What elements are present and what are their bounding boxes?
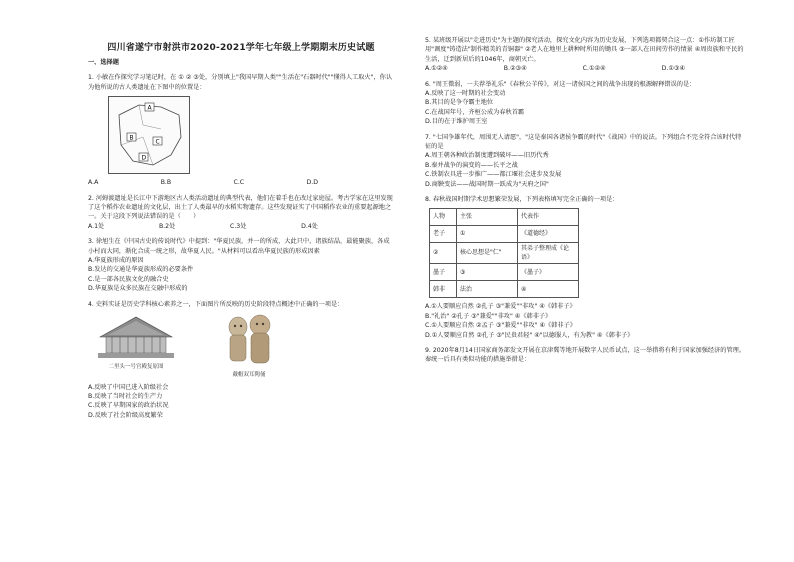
question-7: 7. "七国争雄年代，周围无人请愿"，"这是秦国各诸侯争霸的时代"《战国》中的说法。下列组合不完全符合该时代特征的是	[425, 133, 742, 151]
question-1: 1. 小敏在作探究学习笔记时，在 ① ② ③处，分别填上"我国早期人类""生活在"石器时代""懂得人工取火"，你认为他所说的古人类遗址在下图中的位置是：	[88, 74, 393, 91]
map-label-a: A	[147, 104, 152, 112]
option-d[interactable]: D.D	[306, 179, 318, 187]
question-6: 6. "周王微弱，一夫荐举礼乐"《春秋公羊传》，对这一诸侯国之间的战争出现的根源解释错误的是：	[425, 80, 696, 88]
q5-options	[425, 64, 685, 73]
option-a[interactable]: A.反映了中国已进入阶级社会	[88, 383, 169, 391]
option-c[interactable]: C.C	[233, 179, 245, 187]
table-cell: 法治	[457, 281, 518, 298]
option-d[interactable]: D.①③④	[661, 65, 685, 73]
right-column	[425, 36, 747, 365]
table-cell: ④	[518, 281, 579, 298]
q2-options	[88, 222, 318, 231]
option-a[interactable]: A.华夏族形成的原因	[88, 257, 144, 265]
table-cell: 《道德经》	[518, 225, 579, 242]
table-row	[430, 225, 579, 242]
option-b[interactable]: B.反映了当时社会的生产力	[88, 392, 163, 400]
table-cell: 韩非	[430, 281, 457, 298]
table-cell: ①	[457, 225, 518, 242]
option-b[interactable]: B.②③④	[503, 65, 527, 73]
table-row	[430, 281, 579, 298]
option-a[interactable]: A.①②④	[425, 65, 448, 73]
question-8: 8. 春秋战国时期学术思想繁荣发展，下列表格填写完全正确的一项是：	[425, 196, 619, 204]
china-map-figure	[108, 96, 190, 174]
option-d[interactable]: D.反映了社会阶级高度繁荣	[88, 411, 163, 419]
question-4: 4. 史料实证是历史学科核心素养之一，下面图片所反映的历史阶段特点概述中正确的一项是：	[88, 300, 344, 308]
option-b[interactable]: B.秦并战争的演变的——长平之战	[425, 161, 518, 169]
q1-options	[88, 178, 318, 187]
option-c[interactable]: C.3处	[230, 222, 247, 230]
option-d[interactable]: D.4处	[301, 222, 318, 230]
schools-table	[429, 208, 579, 299]
figurine-figure	[218, 313, 280, 380]
option-c[interactable]: C.铁制农具进一步推广——都江堰社会进步及发展	[425, 171, 562, 179]
section-heading: 一、选择题	[88, 59, 119, 66]
question-9: 9. 2020年8月14日国家商务部发文开展在京津冀等地开展数字人民币试点，这一举措将有利于国家加强经济的管理。秦统一后具有类似功能的措施举措是：	[425, 346, 746, 364]
palace-illustration	[94, 313, 178, 361]
option-a[interactable]: A.反映了这一时期的社会变动	[425, 90, 506, 98]
question-3: 3. 徐旭生在《中国古史的传说时代》中提到："华夏民族，并一的所成，大此只中，诸族结晶，最能聚族，各成小村而大同，渐化合成一统之形，故华夏人民。"从材料可以看出华夏民族的形成因素	[88, 238, 390, 255]
table-cell: 老子	[430, 225, 457, 242]
figurine-illustration	[218, 313, 280, 369]
table-header-cell: 人物	[430, 208, 457, 225]
map-label-b: B	[129, 134, 134, 142]
option-b[interactable]: B.其目的是争夺霸主地位	[425, 99, 494, 107]
option-c[interactable]: C.①②④	[582, 65, 606, 73]
table-row	[430, 264, 579, 281]
option-a[interactable]: A.周王朝各种政治制度遭到破坏——旧历代秀	[425, 152, 549, 160]
table-cell: 《墨子》	[518, 264, 579, 281]
option-a[interactable]: A.①人要顺应自然 ②孔子 ③"兼爱""非攻" ④《韩非子》	[425, 303, 576, 311]
table-cell: 核心思想是"仁"	[457, 242, 518, 264]
table-row	[430, 242, 579, 264]
question-5: 5. 某班级开展以"走进历史"为主题的探究活动，探究文化内容为历史发展，下列选项都契合这一点：①作坊制工匠用"调度"铸造法"制作精美的青铜器" ②老人在地里上耕种时所用的锄具 ③一部人在田间劳作的情景 ④周贵族和平民的生活，迁到新居后的1046年，商朝灭亡。	[425, 37, 744, 63]
option-c[interactable]: C.在战国年号，齐桓公成为春秋首霸	[425, 108, 525, 116]
page-title: 四川省遂宁市射洪市2020-2021学年七年级上学期期末历史试题	[107, 43, 375, 53]
table-header-row	[430, 208, 579, 225]
option-b[interactable]: B.发达的交通是华夏族形成的必要条件	[88, 266, 194, 274]
option-d[interactable]: D.华夏族是众多民族在交融中形成的	[88, 285, 188, 293]
option-a[interactable]: A.A	[88, 179, 99, 187]
table-header-cell: 主张	[457, 208, 518, 225]
option-c[interactable]: C.①人要顺应自然 ②孟子 ③"兼爱""非攻" ④《韩非子》	[425, 322, 576, 330]
figurine-caption: 戴帽双耳陶俑	[232, 372, 266, 379]
option-a[interactable]: A.1处	[88, 222, 105, 230]
table-header-cell: 代表作	[518, 208, 579, 225]
question-2: 2. 河姆渡遗址是长江中下游地区古人类活动遗址的典型代表，他们在着手也在改过家庭屋。考古学家在这里发现了这个稻作农业遗址的文化层，出土了人类最早的水稻实物遗存。这些发现证实了中国稻作农业的重要起源地之一。关于这段下列说法错误的是（ ）	[88, 194, 393, 221]
table-cell: ②	[430, 242, 457, 264]
left-column	[88, 58, 394, 420]
table-cell: 其弟子整理成《论语》	[518, 242, 579, 264]
option-c[interactable]: C.是一部各民族文化的融合史	[88, 275, 169, 283]
option-b[interactable]: B.2处	[158, 222, 176, 230]
option-b[interactable]: B."礼治" ②孔子 ③"兼爱""非攻" ④《韩非子》	[425, 312, 552, 320]
option-d[interactable]: D.①人要顺应自然 ②孔子 ③"民贵君轻" ④"以德服人，有为教" ④《韩非子》	[425, 331, 634, 339]
map-label-c: C	[155, 138, 160, 146]
palace-figure	[94, 313, 178, 380]
option-d[interactable]: D.商鞅变法——战国时期一跃成为"天府之国"	[425, 180, 549, 188]
option-c[interactable]: C.反映了早期国家的政治状况	[88, 402, 169, 410]
option-b[interactable]: B.B	[160, 179, 172, 187]
map-label-d: D	[141, 154, 147, 162]
palace-caption: 二里头一号宫殿复原图	[108, 364, 164, 371]
q4-figures	[94, 313, 394, 380]
option-d[interactable]: D.目的在于维护周王室	[425, 118, 488, 126]
table-cell: ③	[457, 264, 518, 281]
table-cell: 墨子	[430, 264, 457, 281]
